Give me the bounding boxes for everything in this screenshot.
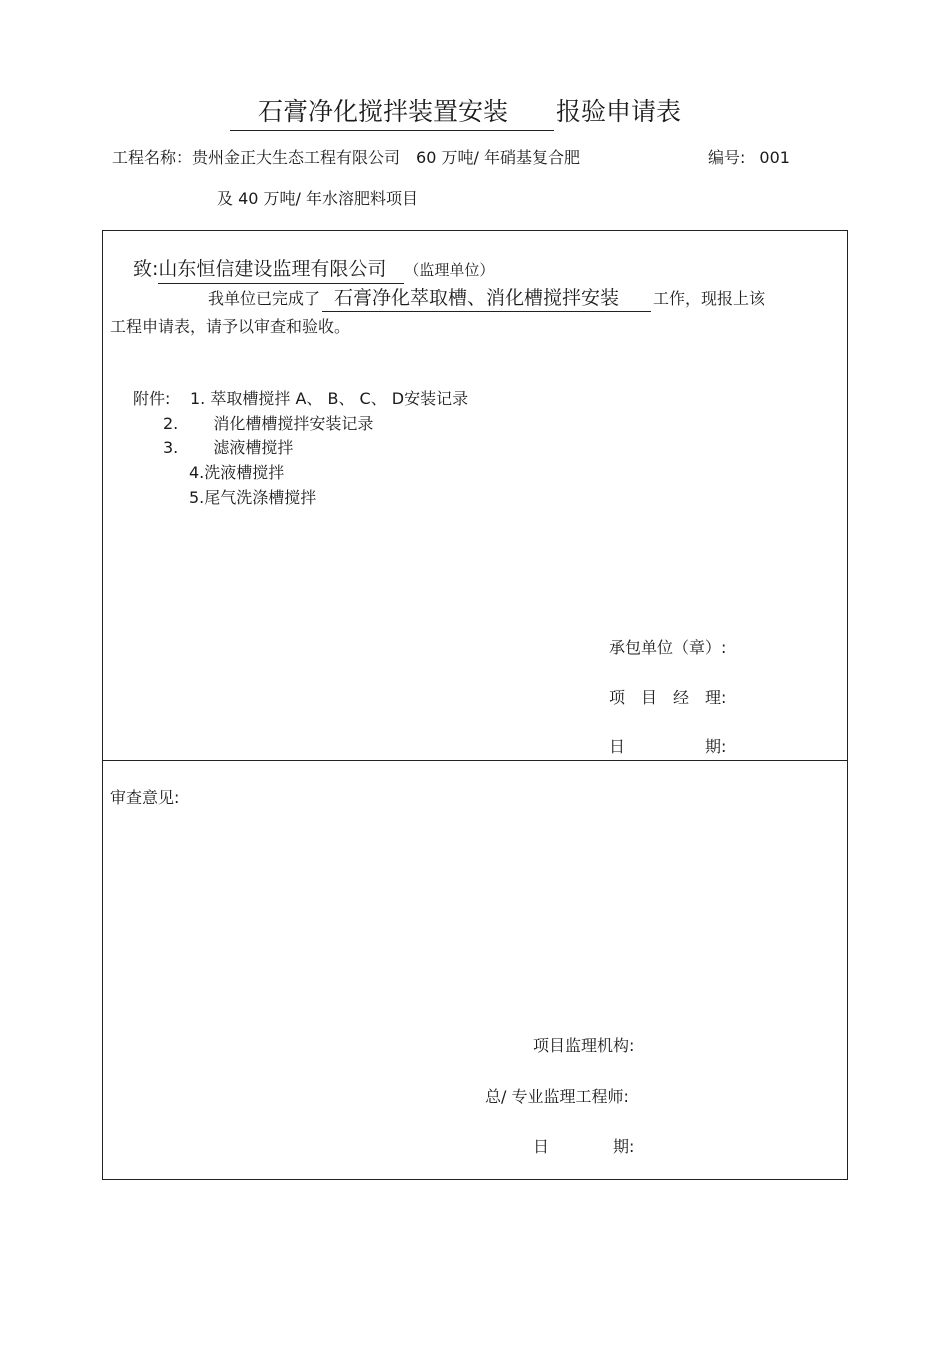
project-manager-label: 项 目 经 理: (609, 688, 727, 707)
application-date-label: 日 期: (609, 737, 727, 756)
section-divider (103, 760, 847, 761)
attachment-number: 1. (190, 389, 206, 408)
supervising-engineer-label: 总/ 专业监理工程师: (485, 1087, 629, 1106)
supervisor-company: 山东恒信建设监理有限公司 (158, 255, 404, 284)
body-before: 我单位已完成了 (208, 289, 321, 308)
attachment-item-2 (163, 413, 373, 435)
number-label: 编号: (708, 148, 746, 167)
attachment-text: 萃取槽搅拌 A、 B、 C、 D安装记录 (210, 389, 469, 408)
contractor-label: 承包单位（章）: (609, 638, 727, 657)
attachment-text: 消化槽槽搅拌安装记录 (213, 414, 374, 433)
review-opinion-label: 审查意见: (110, 788, 180, 807)
supervisor-tag: （监理单位） (404, 261, 495, 279)
attachments-label: 附件: (133, 389, 171, 408)
body-after: 工作，现报上该 (653, 289, 766, 308)
document-number (708, 147, 790, 169)
title-subject: 石膏净化搅拌装置安装 (230, 94, 554, 131)
attachment-text: 尾气洗涤槽搅拌 (204, 488, 317, 507)
to-prefix: 致: (133, 258, 159, 280)
form-table (102, 230, 848, 1180)
attachment-number: 2. (163, 414, 179, 433)
project-name-line-1 (112, 147, 580, 169)
project-label: 工程名称： (112, 148, 193, 167)
supervision-agency-label: 项目监理机构: (533, 1036, 635, 1055)
document-title (230, 94, 681, 131)
application-body-line-2: 工程申请表，请予以审查和验收。 (110, 317, 351, 336)
title-suffix: 报验申请表 (556, 97, 682, 126)
project-name-part-1: 贵州金正大生态工程有限公司 60 万吨/ 年硝基复合肥 (192, 148, 580, 167)
attachment-item-4 (189, 462, 284, 484)
application-body-line-1 (208, 285, 765, 312)
work-item: 石膏净化萃取槽、消化槽搅拌安装 (322, 285, 651, 312)
attachment-item-5 (189, 487, 316, 509)
attachment-number: 3. (163, 438, 179, 457)
attachment-number: 5. (189, 488, 205, 507)
attachment-item-1 (190, 388, 468, 410)
attachment-text: 洗液槽搅拌 (204, 463, 285, 482)
attachment-item-3 (163, 437, 293, 459)
addressee-line (133, 255, 494, 284)
attachment-number: 4. (189, 463, 205, 482)
number-value: 001 (759, 148, 790, 167)
project-name-line-2: 及 40 万吨/ 年水溶肥料项目 (217, 189, 419, 208)
review-date-label: 日 期: (533, 1137, 635, 1156)
attachment-text: 滤液槽搅拌 (213, 438, 294, 457)
